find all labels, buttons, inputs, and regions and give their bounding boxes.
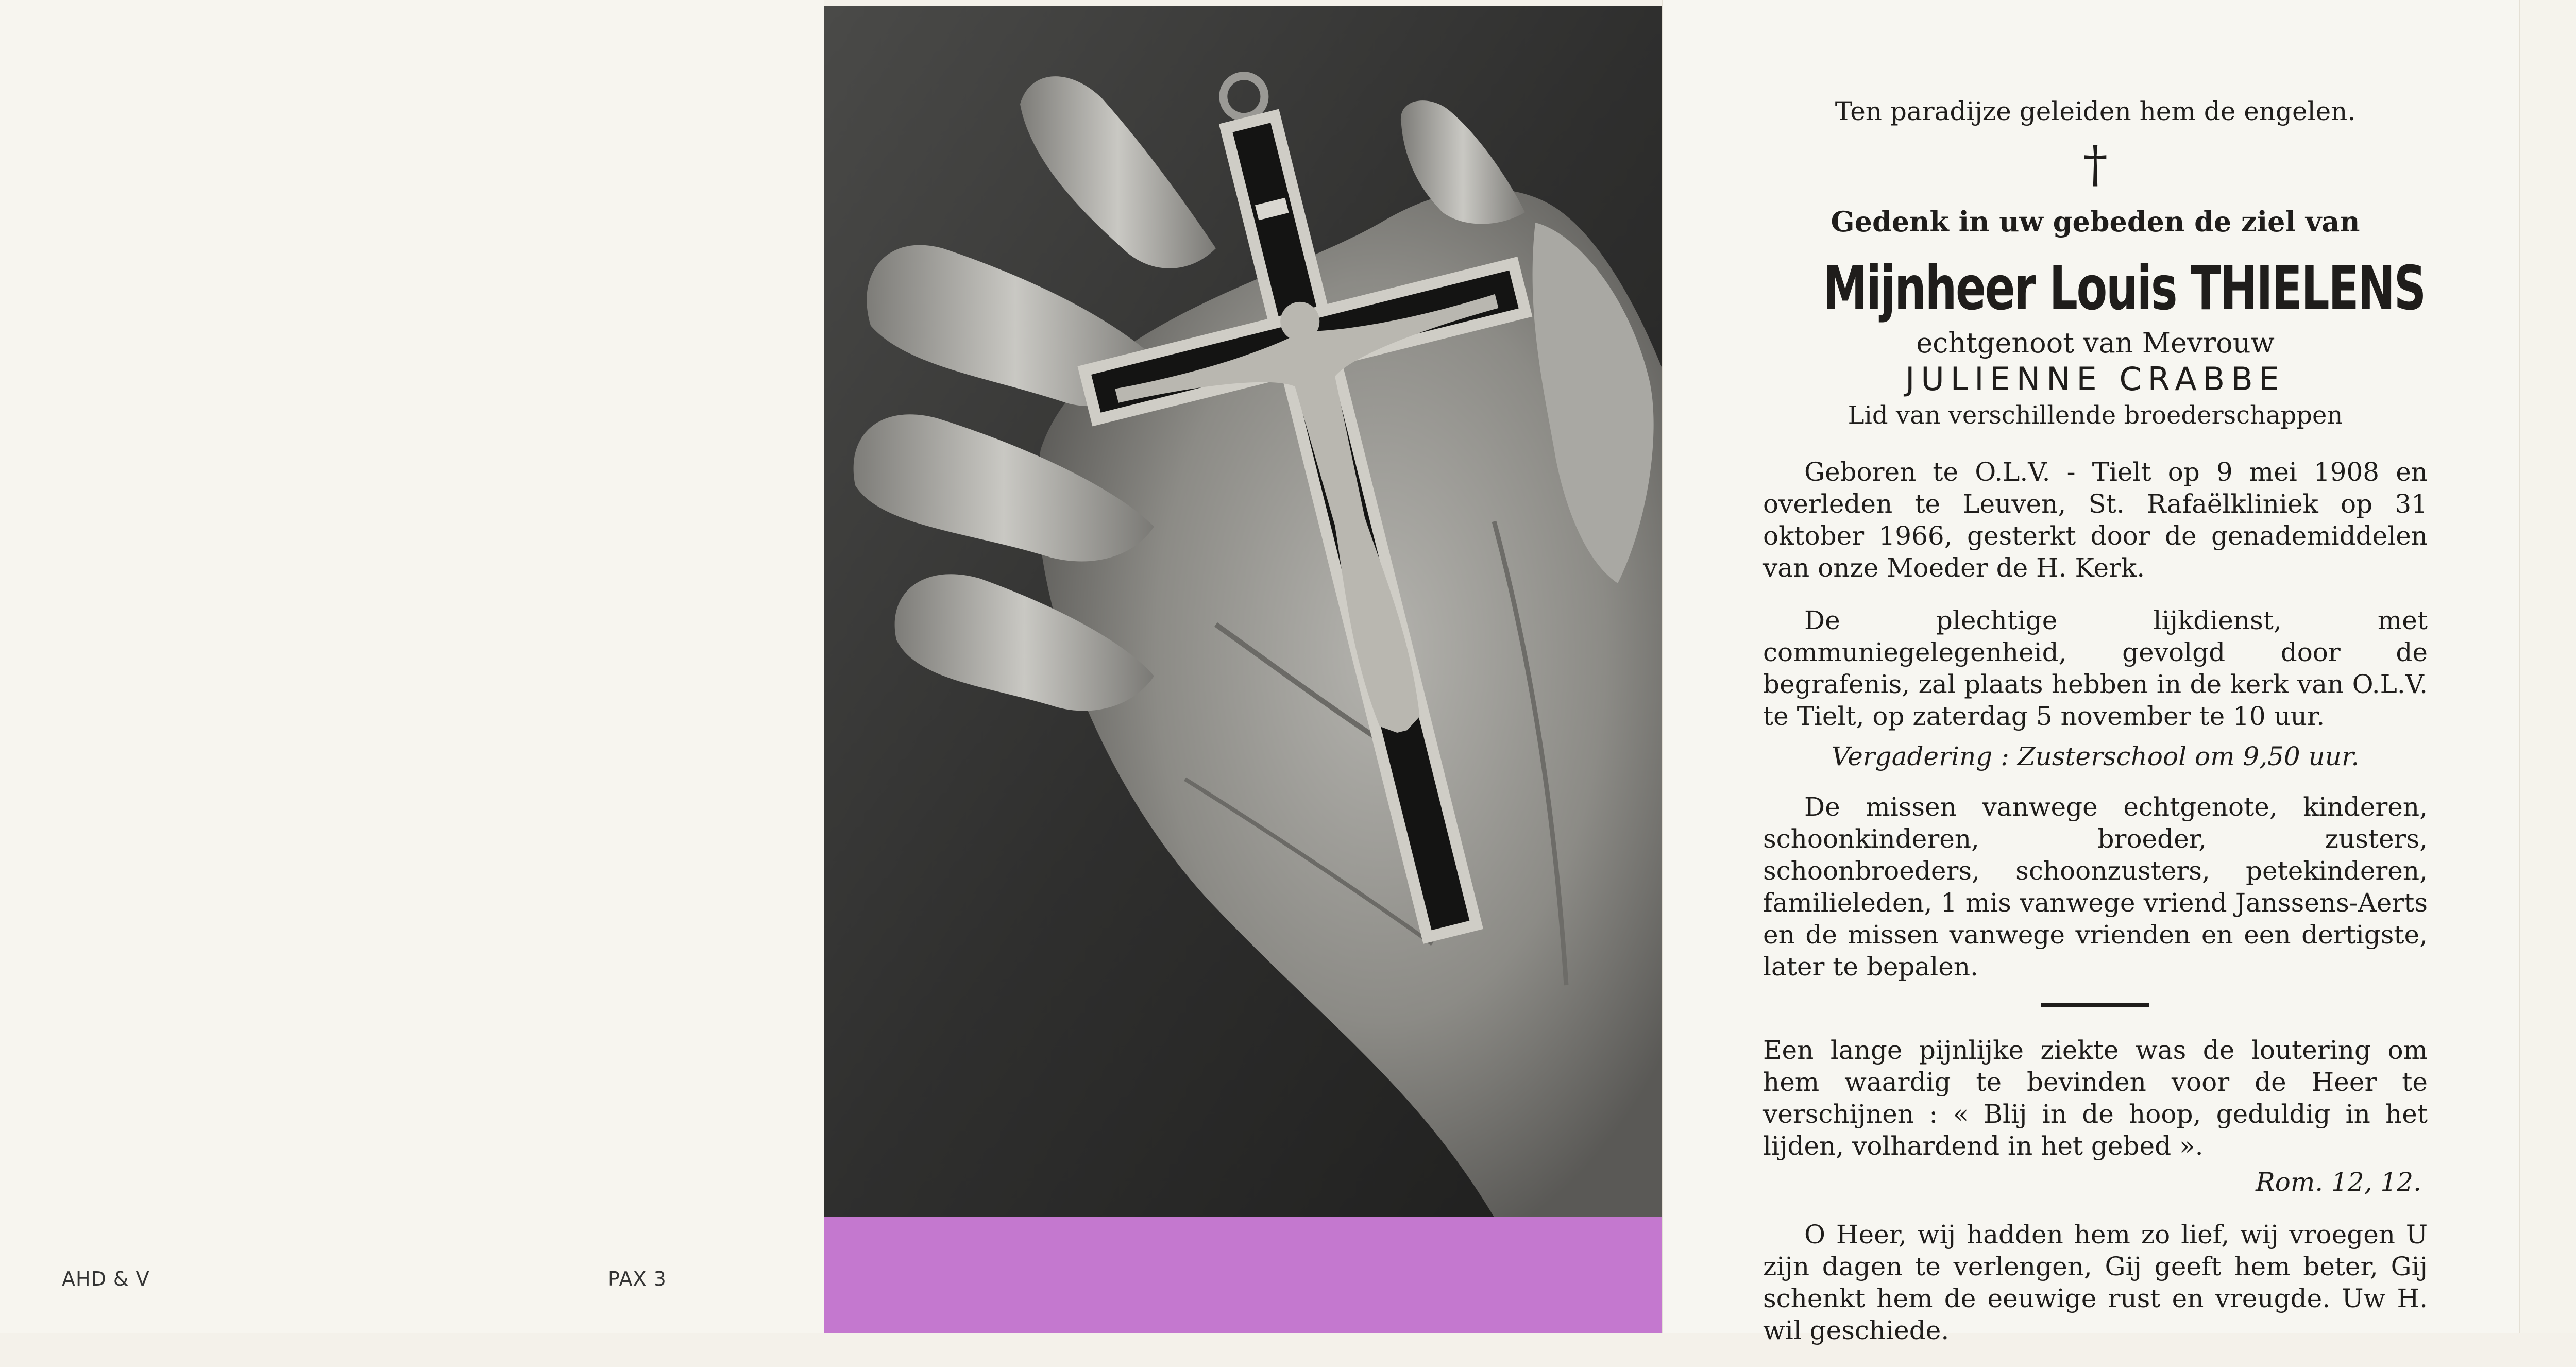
opening-line: Ten paradijze geleiden hem de engelen. <box>1835 96 2356 126</box>
deceased-name: Mijnheer Louis THIELENS <box>1823 252 2425 324</box>
violet-band <box>824 1217 1662 1333</box>
family-panel <box>2519 0 2576 1333</box>
scripture-reference: Rom. 12, 12. <box>2256 1167 2421 1197</box>
prayer-paragraph: O Heer, wij hadden hem zo lief, wij vroegen U zijn dagen te verlengen, Gij geeft hem beter, Gij schenkt hem de eeuwige rust en vreugde. Uw H. wil geschiede. <box>1763 1220 2428 1345</box>
photo-panel <box>824 0 1662 1333</box>
back-panel <box>0 0 824 1333</box>
funeral-paragraph: De plechtige lijkdienst, met communiegelegenheid, gevolgd door de begrafenis, zal plaats hebben in de kerk van O.L.V. te Tielt, op zaterdag 5 november te 10 uur. <box>1763 605 2428 731</box>
illness-paragraph: Een lange pijnlijke ziekte was de loutering om hem waardig te bevinden voor de Heer te verschijnen : « Blij in de hoop, geduldig in het lijden, volhardend in het gebed ». <box>1763 1035 2428 1161</box>
series-mark: PAX 3 <box>608 1268 667 1290</box>
divider <box>2041 1003 2149 1007</box>
remembrance-line: Gedenk in uw gebeden de ziel van <box>1831 205 2360 238</box>
hand-crucifix-image <box>824 6 1662 1217</box>
birth-death-paragraph: Geboren te O.L.V. - Tielt op 9 mei 1908 en overleden te Leuven, St. Rafaëlkliniek op 31 oktober 1966, gesterkt door de genademiddelen van onze Moeder de H. Kerk. <box>1763 457 2428 583</box>
cross-symbol: † <box>2083 136 2108 193</box>
spouse-intro: echtgenoot van Mevrouw <box>1916 327 2275 359</box>
obituary-panel <box>1662 0 2520 1345</box>
spouse-name: JULIENNE CRABBE <box>1905 360 2285 398</box>
gathering-line: Vergadering : Zusterschool om 9,50 uur. <box>1831 741 2360 771</box>
masses-paragraph: De missen vanwege echtgenote, kinderen, schoonkinderen, broeder, zusters, schoonbroeders, schoonzusters, petekinderen, familieleden, 1 mis vanwege vriend Janssens-Aerts en de missen vanwege vrienden en een dertigste, later te bepalen. <box>1763 792 2428 982</box>
membership-line: Lid van verschillende broederschappen <box>1848 401 2343 430</box>
publisher-mark: AHD & V <box>62 1268 150 1290</box>
crucifix-photo <box>824 6 1662 1217</box>
